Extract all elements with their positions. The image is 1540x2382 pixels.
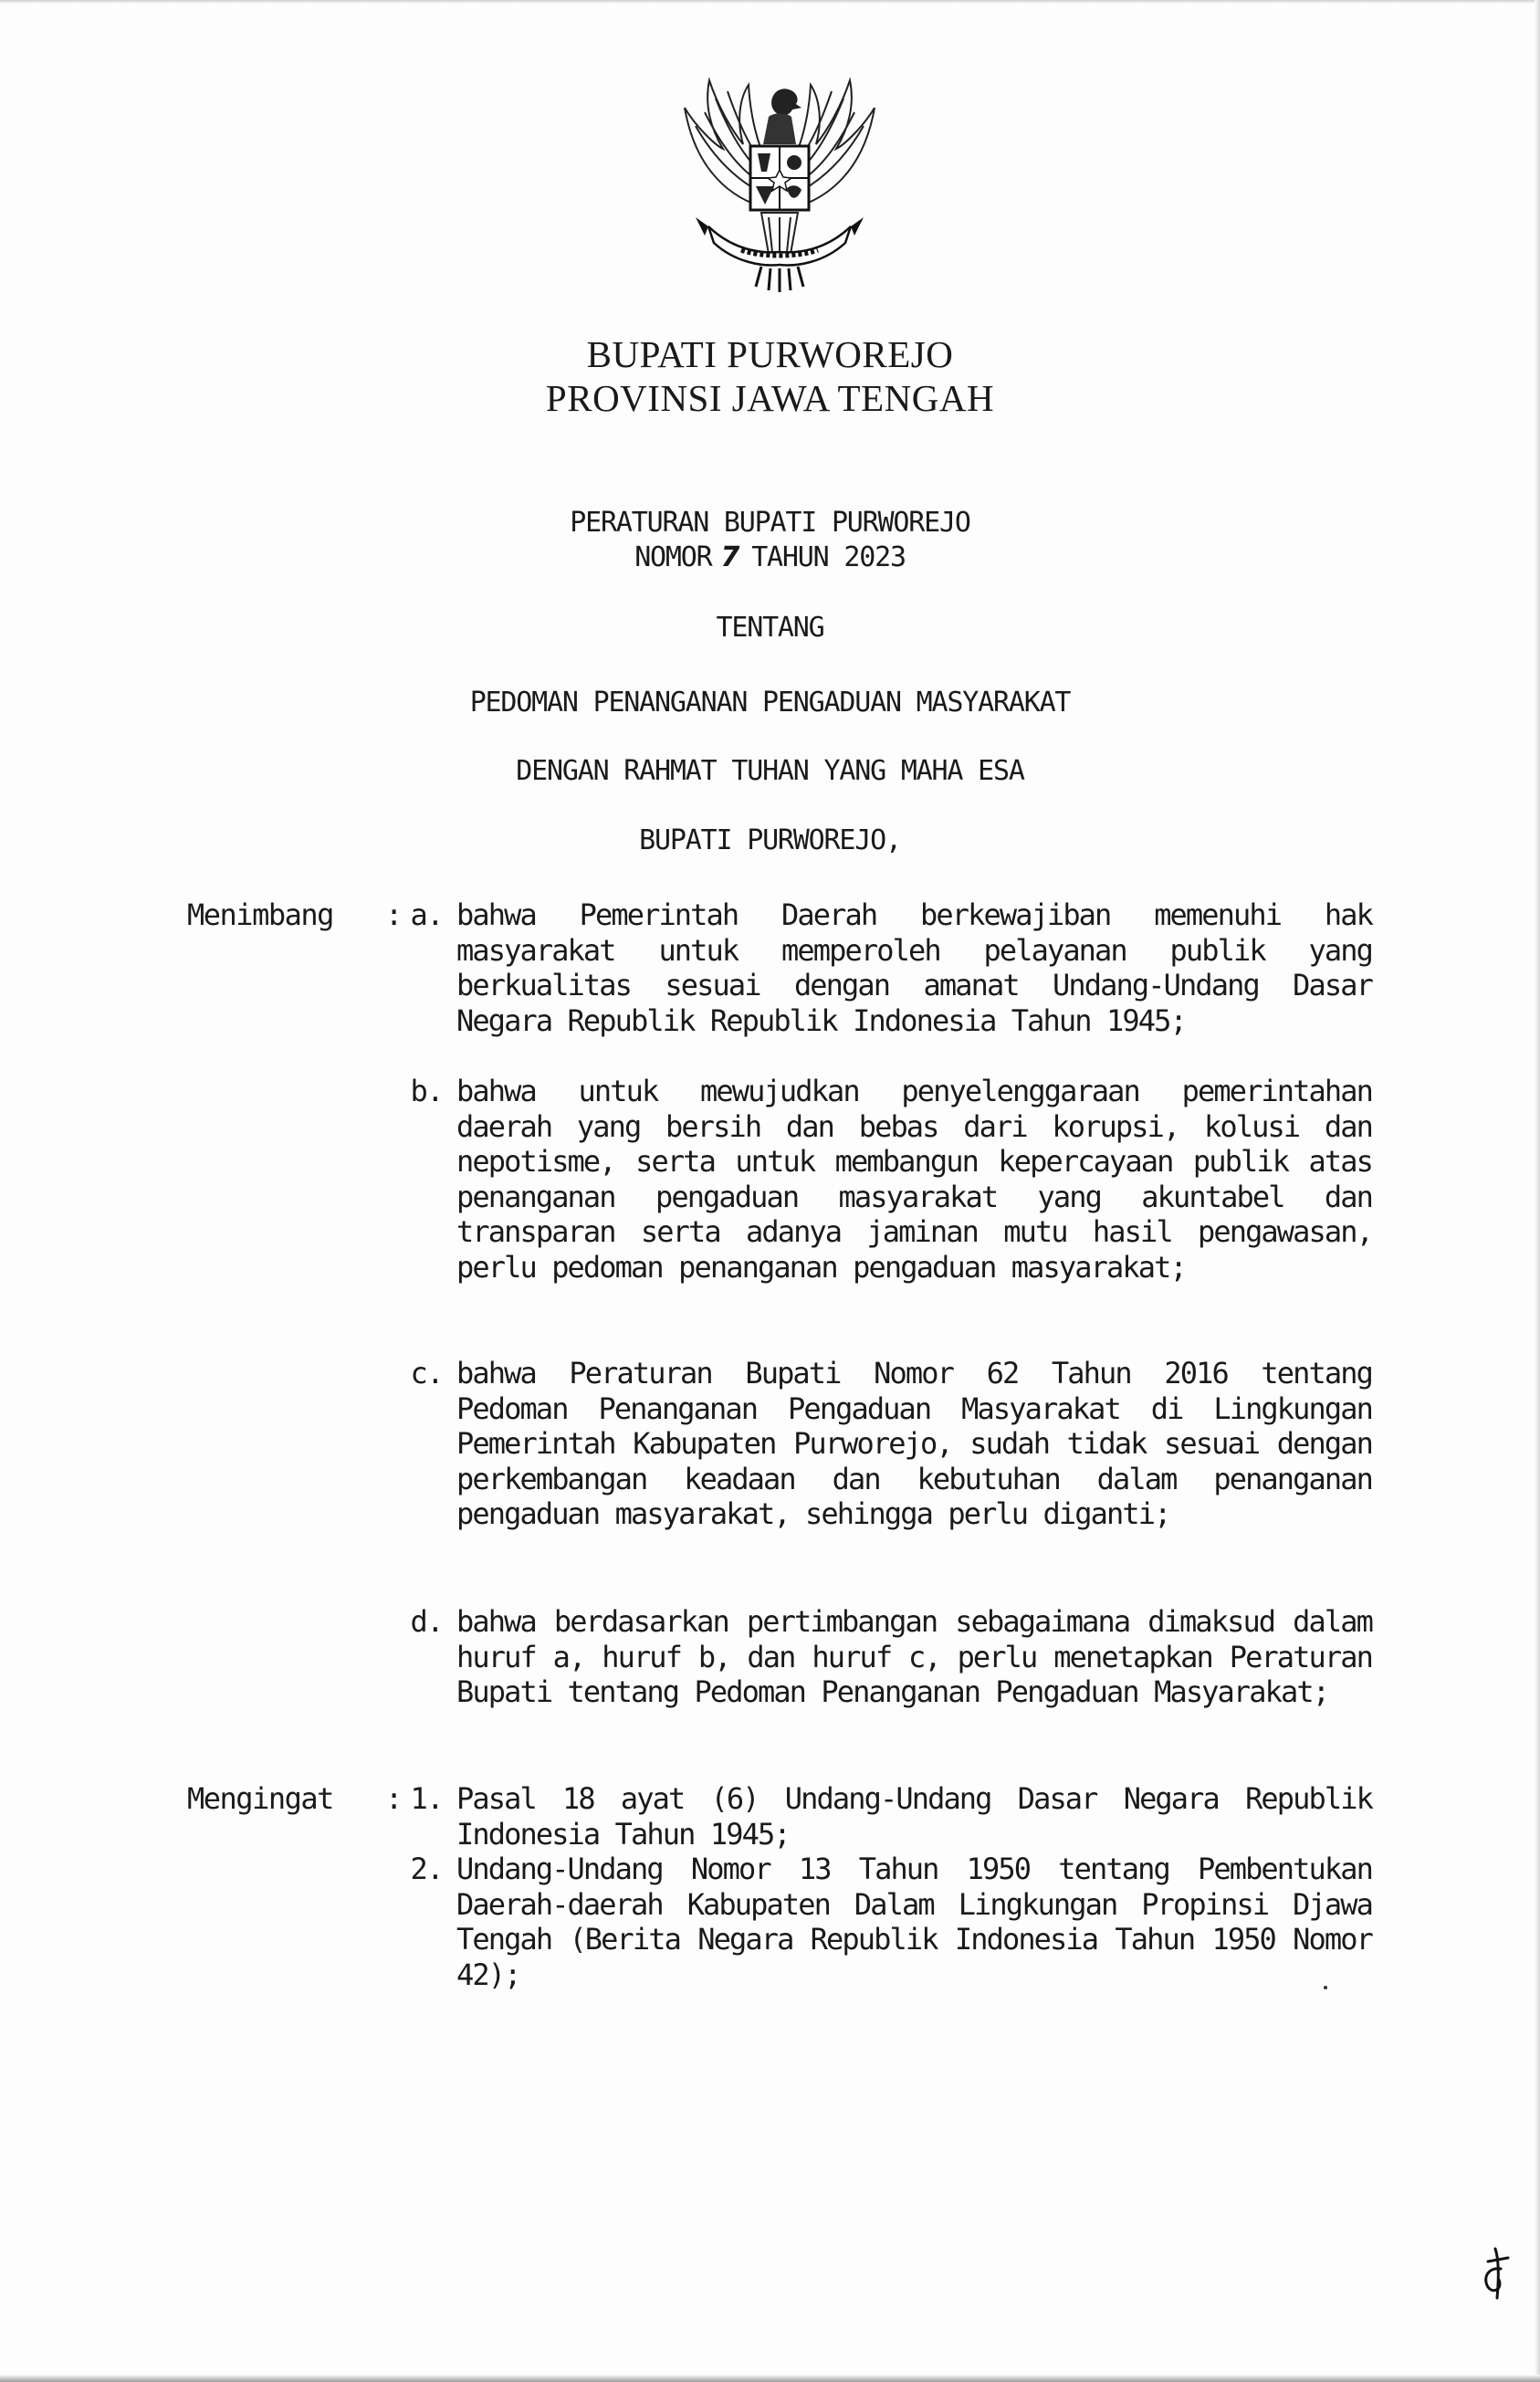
menimbang-item-c: bahwa Peraturan Bupati Nomor 62 Tahun 2016 tentang Pedoman Penanganan Pengaduan Masyarakat di Lingkungan Pemerintah Kabupaten Purworejo, sudah tidak sesuai dengan perkembangan keadaan dan kebutuhan dalam penanganan pengaduan masyarakat, sehingga perlu diganti; (456, 1356, 1372, 1531)
menimbang-item-d: bahwa berdasarkan pertimbangan sebagaimana dimaksud dalam huruf a, huruf b, dan huruf c, perlu menetapkan Peraturan Bupati tentang Pedoman Penanganan Pengaduan Masyarakat; (456, 1604, 1372, 1709)
menimbang-marker-a: a. (410, 897, 443, 932)
menimbang-item-b: bahwa untuk mewujudkan penyelenggaraan pemerintahan daerah yang bersih dan bebas dari korupsi, kolusi dan nepotisme, serta untuk membangun kepercayaan publik atas penanganan pengaduan masyarakat yang akuntabel dan transparan serta adanya jaminan mutu hasil pengawasan, perlu pedoman penanganan pengaduan masyarakat; (456, 1074, 1372, 1285)
regulation-title: PERATURAN BUPATI PURWOREJO (570, 507, 970, 539)
scan-edge-top (0, 0, 1540, 4)
mengingat-item-2: Undang-Undang Nomor 13 Tahun 1950 tentang Pembentukan Daerah-daerah Kabupaten Dalam Lingkungan Propinsi Djawa Tengah (Berita Negara Republik Indonesia Tahun 1950 Nomor 42); (456, 1852, 1372, 1992)
province-title: PROVINSI JAWA TENGAH (545, 377, 995, 419)
menimbang-marker-d: d. (410, 1604, 443, 1639)
menimbang-item-a: bahwa Pemerintah Daerah berkewajiban memenuhi hak masyarakat untuk memperoleh pelayanan publik yang berkualitas sesuai dengan amanat Undang-Undang Dasar Negara Republik Republik Indonesia Tahun 1945; (456, 897, 1372, 1038)
tentang-heading: TENTANG (716, 612, 824, 644)
menimbang-colon: : (385, 897, 403, 932)
regulation-subject: PEDOMAN PENANGANAN PENGADUAN MASYARAKAT (469, 687, 1071, 719)
regulation-number-line (0, 541, 1540, 573)
menimbang-label: Menimbang (187, 897, 333, 932)
mengingat-colon: : (385, 1781, 403, 1816)
menimbang-marker-c: c. (410, 1356, 443, 1390)
scan-edge-bottom (0, 2375, 1540, 2382)
mengingat-marker-1: 1. (410, 1781, 443, 1816)
invocation-line: DENGAN RAHMAT TUHAN YANG MAHA ESA (516, 755, 1024, 787)
tahun-label: TAHUN 2023 (751, 541, 906, 573)
issuer-line: BUPATI PURWOREJO, (639, 824, 901, 856)
garuda-emblem-icon (659, 71, 900, 310)
mengingat-marker-2: 2. (410, 1852, 443, 1886)
handwritten-initial-icon (1479, 2241, 1515, 2305)
scan-dot (1324, 1986, 1327, 1989)
nomor-value: 7 (720, 541, 739, 573)
regent-title: BUPATI PURWOREJO (586, 333, 954, 375)
nomor-label: NOMOR (634, 541, 712, 573)
mengingat-item-1: Pasal 18 ayat (6) Undang-Undang Dasar Negara Republik Indonesia Tahun 1945; (456, 1781, 1372, 1852)
mengingat-label: Mengingat (187, 1781, 333, 1816)
menimbang-marker-b: b. (410, 1074, 443, 1108)
